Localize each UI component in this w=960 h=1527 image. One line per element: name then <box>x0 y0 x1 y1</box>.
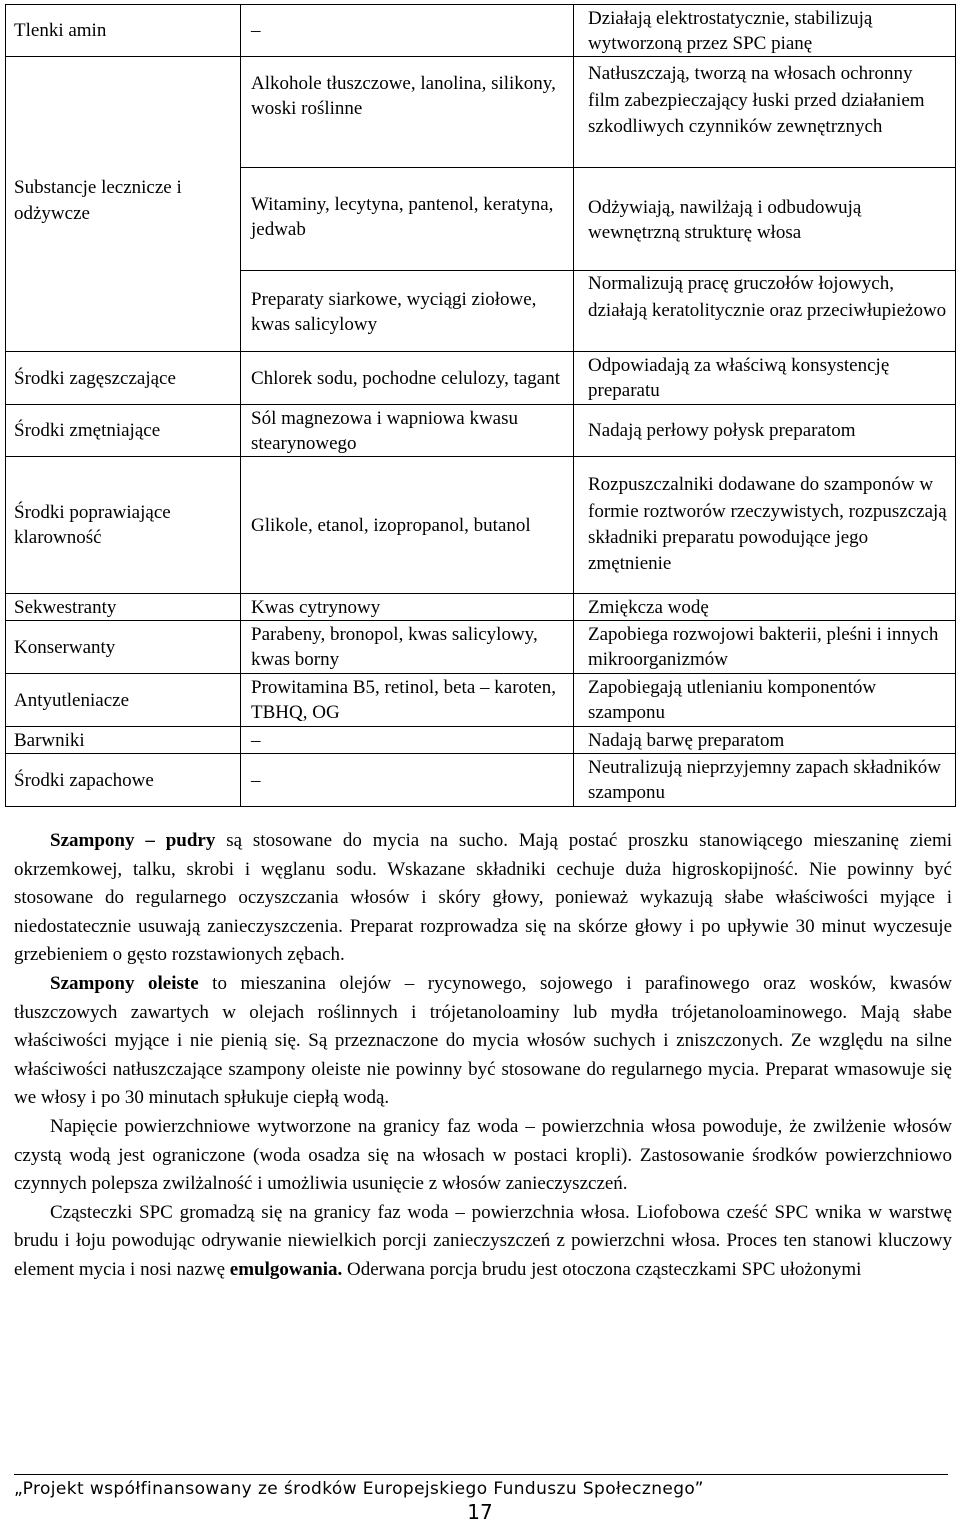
paragraph-text: Cząsteczki SPC gromadzą się na granicy faz woda – powierzchnia włosa. Liofobowa cześć SPC wnika w warstwę brudu i łoju powodując odrywanie niewielkich porcji zanieczyszczeń z powierzchni włosa. Proces ten stanowi kluczowy element mycia i nosi nazwę <box>14 1201 952 1280</box>
footer-funding-note: „Projekt współfinansowany ze środków Europejskiego Funduszu Społecznego” <box>14 1479 704 1499</box>
ingredient-cell: – <box>241 754 574 807</box>
table-row <box>6 457 956 594</box>
row-label: Antyutleniacze <box>6 674 241 727</box>
ingredient-cell: Kwas cytrynowy <box>241 594 574 621</box>
row-label: Tlenki amin <box>6 5 241 57</box>
footer-divider <box>14 1474 948 1475</box>
function-cell: Działają elektrostatycznie, stabilizują wytworzoną przez SPC pianę <box>574 5 956 57</box>
function-cell: Normalizują pracę gruczołów łojowych, działają keratolitycznie oraz przeciwłupieżowo <box>574 271 956 352</box>
row-label: Środki zmętniające <box>6 405 241 457</box>
function-cell: Zapobiegają utlenianiu komponentów szamponu <box>574 674 956 727</box>
ingredient-cell: Sól magnezowa i wapniowa kwasu stearynowego <box>241 405 574 457</box>
function-cell: Zapobiega rozwojowi bakterii, pleśni i innych mikroorganizmów <box>574 621 956 674</box>
ingredient-cell: – <box>241 727 574 754</box>
function-cell: Odżywiają, nawilżają i odbudowują wewnętrzną strukturę włosa <box>574 168 956 271</box>
table-row <box>6 754 956 807</box>
paragraph-pudry <box>14 827 952 970</box>
row-label <box>6 57 241 352</box>
ingredient-cell: Chlorek sodu, pochodne celulozy, tagant <box>241 352 574 405</box>
paragraph-text: to mieszanina olejów – rycynowego, sojowego i parafinowego oraz wosków, kwasów tłuszczowych zawartych w olejach roślinnych i trójetanoloaminy lub mydła trójetanoloaminowego. Mają słabe właściwości myjące i nie pienią się. Są przeznaczone do mycia włosów suchych i zniszczonych. Ze względu na silne właściwości natłuszczające szampony oleiste nie powinny być stosowane do regularnego mycia. Preparat wmasowuje się we włosy i po 30 minutach spłukuje ciepłą wodą. <box>14 972 952 1109</box>
function-cell: Odpowiadają za właściwą konsystencję preparatu <box>574 352 956 405</box>
paragraph-spc <box>14 1199 952 1285</box>
body-text <box>14 827 952 1285</box>
row-label: Środki zapachowe <box>6 754 241 807</box>
ingredients-table <box>5 4 956 807</box>
ingredient-cell: Prowitamina B5, retinol, beta – karoten, TBHQ, OG <box>241 674 574 727</box>
ingredient-cell: Alkohole tłuszczowe, lanolina, silikony, woski roślinne <box>241 57 574 168</box>
paragraph-napiecie: Napięcie powierzchniowe wytworzone na granicy faz woda – powierzchnia włosa powoduje, że zwilżenie włosów czystą wodą jest ograniczone (woda osadza się na włosach w postaci kropli). Zastosowanie środków powierzchniowo czynnych polepsza zwilżalność i umożliwia usunięcie z włosów zanieczyszczeń. <box>14 1115 952 1195</box>
ingredient-cell: Witaminy, lecytyna, pantenol, keratyna, jedwab <box>241 168 574 271</box>
table-row <box>6 674 956 727</box>
term-bold: Szampony oleiste <box>50 972 199 994</box>
table-row <box>6 352 956 405</box>
table-row <box>6 594 956 621</box>
table-row <box>6 621 956 674</box>
table-row <box>6 5 956 57</box>
function-cell: Nadają perłowy połysk preparatom <box>574 405 956 457</box>
term-bold: Szampony – pudry <box>50 830 216 851</box>
term-bold: emulgowania. <box>229 1258 343 1280</box>
paragraph-oleiste <box>14 970 952 1113</box>
row-label: Sekwestranty <box>6 594 241 621</box>
ingredient-cell: Glikole, etanol, izopropanol, butanol <box>241 457 574 594</box>
row-label: Środki poprawiające klarowność <box>6 457 241 594</box>
row-label-text: Substancje lecznicze i odżywcze <box>14 177 182 224</box>
table-row <box>6 57 956 168</box>
paragraph-text: Oderwana porcja brudu jest otoczona cząsteczkami SPC ułożonymi <box>342 1258 862 1280</box>
function-cell: Nadają barwę preparatom <box>574 727 956 754</box>
page-number: 17 <box>467 1500 493 1524</box>
function-cell: Natłuszczają, tworzą na włosach ochronny film zabezpieczający łuski przed działaniem szkodliwych czynników zewnętrznych <box>574 57 956 168</box>
row-label: Barwniki <box>6 727 241 754</box>
function-cell: Rozpuszczalniki dodawane do szamponów w formie roztworów rzeczywistych, rozpuszczają składniki preparatu powodujące jego zmętnienie <box>574 457 956 594</box>
function-cell: Neutralizują nieprzyjemny zapach składników szamponu <box>574 754 956 807</box>
table-row <box>6 727 956 754</box>
row-label: Środki zagęszczające <box>6 352 241 405</box>
paragraph-text: są stosowane do mycia na sucho. Mają postać proszku stanowiącego mieszaninę ziemi okrzemkowej, talku, skrobi i węglanu sodu. Wskazane składniki cechuje duża higroskopijność. Nie powinny być stosowane do regularnego oczyszczania włosów i skóry głowy, ponieważ wykazują słabe właściwości myjące i niedostatecznie usuwają zanieczyszczenia. Preparat rozprowadza się na skórze głowy i po upływie 30 minut wyczesuje grzebieniem o gęsto rozstawionych zębach. <box>14 830 952 966</box>
table-row <box>6 405 956 457</box>
ingredient-cell: – <box>241 5 574 57</box>
ingredient-cell: Preparaty siarkowe, wyciągi ziołowe, kwas salicylowy <box>241 271 574 352</box>
ingredient-cell: Parabeny, bronopol, kwas salicylowy, kwas borny <box>241 621 574 674</box>
row-label: Konserwanty <box>6 621 241 674</box>
function-cell: Zmiękcza wodę <box>574 594 956 621</box>
